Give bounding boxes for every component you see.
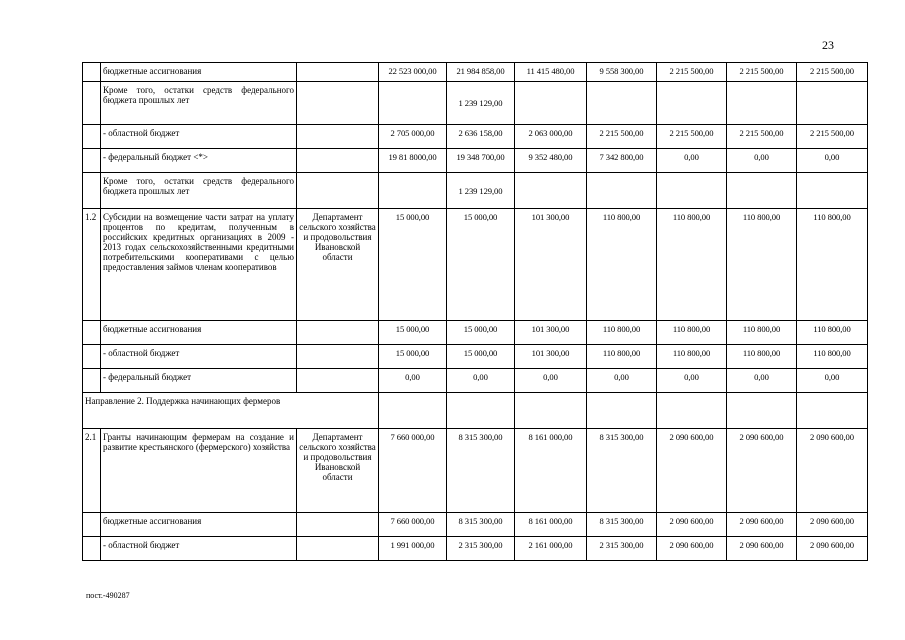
value-cell: 0,00 [727,149,797,173]
value-cell: 8 315 300,00 [447,429,515,513]
value-cell: 1 991 000,00 [379,537,447,561]
section-heading: Направление 2. Поддержка начинающих фермеров [83,393,379,429]
row-name-cell: - областной бюджет [101,345,297,369]
row-executor-cell [297,537,379,561]
value-cell: 110 800,00 [657,321,727,345]
value-cell: 110 800,00 [727,321,797,345]
row-number-cell [83,513,101,537]
value-cell: 0,00 [727,369,797,393]
value-cell: 2 090 600,00 [727,513,797,537]
value-cell [515,82,587,125]
table-row [83,429,868,513]
value-cell: 15 000,00 [447,321,515,345]
value-cell: 110 800,00 [587,209,657,321]
value-cell: 2 161 000,00 [515,537,587,561]
value-cell [657,393,727,429]
value-cell: 2 215 500,00 [657,125,727,149]
value-cell: 110 800,00 [657,209,727,321]
value-cell [447,393,515,429]
value-cell [797,173,868,209]
value-cell: 110 800,00 [797,209,868,321]
row-number-cell [83,125,101,149]
document-footer: пост.-490287 [86,591,130,600]
value-cell [797,393,868,429]
row-executor-cell [297,173,379,209]
table-row [83,173,868,209]
value-cell: 0,00 [657,369,727,393]
value-cell: 110 800,00 [727,345,797,369]
row-executor-cell: Департамент сельского хозяйства и продовольствия Ивановской области [297,429,379,513]
row-number-cell [83,82,101,125]
value-cell: 7 660 000,00 [379,513,447,537]
value-cell: 22 523 000,00 [379,63,447,82]
value-cell [515,173,587,209]
value-cell: 2 215 500,00 [797,63,868,82]
table-row [83,209,868,321]
value-cell: 0,00 [515,369,587,393]
row-name-cell: бюджетные ассигнования [101,63,297,82]
value-cell [379,393,447,429]
value-cell: 2 315 300,00 [447,537,515,561]
table-row [83,63,868,82]
value-cell: 0,00 [587,369,657,393]
row-executor-cell [297,321,379,345]
value-cell: 101 300,00 [515,321,587,345]
value-cell: 11 415 480,00 [515,63,587,82]
value-cell: 101 300,00 [515,209,587,321]
value-cell [587,173,657,209]
row-number-cell [83,173,101,209]
page-number: 23 [822,38,834,52]
value-cell: 110 800,00 [657,345,727,369]
value-cell: 2 090 600,00 [657,429,727,513]
value-cell: 110 800,00 [587,321,657,345]
table-row [83,345,868,369]
value-cell: 8 315 300,00 [587,429,657,513]
value-cell: 7 660 000,00 [379,429,447,513]
row-executor-cell [297,149,379,173]
value-cell: 0,00 [797,369,868,393]
value-cell: 15 000,00 [447,209,515,321]
value-cell [657,173,727,209]
row-executor-cell [297,125,379,149]
table-row [83,537,868,561]
value-cell: 2 090 600,00 [797,429,868,513]
budget-table [82,62,868,561]
row-number-cell [83,369,101,393]
value-cell: 9 352 480,00 [515,149,587,173]
value-cell: 7 342 800,00 [587,149,657,173]
value-cell: 15 000,00 [379,209,447,321]
value-cell [515,393,587,429]
value-cell: 15 000,00 [379,345,447,369]
row-executor-cell [297,513,379,537]
value-cell: 2 090 600,00 [797,513,868,537]
value-cell [587,393,657,429]
value-cell: 0,00 [447,369,515,393]
value-cell: 110 800,00 [587,345,657,369]
value-cell: 110 800,00 [797,321,868,345]
value-cell [379,82,447,125]
row-executor-cell [297,63,379,82]
value-cell: 101 300,00 [515,345,587,369]
row-name-cell: - федеральный бюджет <*> [101,149,297,173]
row-number-cell [83,537,101,561]
row-name-cell: - областной бюджет [101,125,297,149]
row-number-cell [83,345,101,369]
table-row [83,149,868,173]
value-cell: 0,00 [379,369,447,393]
value-cell: 15 000,00 [379,321,447,345]
table-row [83,125,868,149]
value-cell: 1 239 129,00 [447,173,515,209]
row-number-cell: 1.2 [83,209,101,321]
table-row [83,82,868,125]
row-name-cell: - федеральный бюджет [101,369,297,393]
value-cell: 2 215 500,00 [797,125,868,149]
value-cell: 110 800,00 [797,345,868,369]
value-cell: 2 636 158,00 [447,125,515,149]
value-cell: 2 215 500,00 [727,63,797,82]
table-row [83,369,868,393]
value-cell: 2 090 600,00 [657,513,727,537]
value-cell: 8 161 000,00 [515,429,587,513]
value-cell: 15 000,00 [447,345,515,369]
value-cell: 21 984 858,00 [447,63,515,82]
row-number-cell [83,149,101,173]
row-name-cell: Гранты начинающим фермерам на создание и развитие крестьянского (фермерского) хозяйства [101,429,297,513]
value-cell: 2 090 600,00 [657,537,727,561]
value-cell: 19 81 8000,00 [379,149,447,173]
value-cell [379,173,447,209]
value-cell: 2 215 500,00 [657,63,727,82]
value-cell: 2 090 600,00 [797,537,868,561]
row-number-cell [83,321,101,345]
row-name-cell: бюджетные ассигнования [101,513,297,537]
value-cell: 19 348 700,00 [447,149,515,173]
value-cell: 8 315 300,00 [447,513,515,537]
row-name-cell: бюджетные ассигнования [101,321,297,345]
row-executor-cell [297,345,379,369]
value-cell: 2 705 000,00 [379,125,447,149]
value-cell [727,82,797,125]
table-row [83,513,868,537]
value-cell: 0,00 [797,149,868,173]
value-cell: 0,00 [657,149,727,173]
row-executor-cell [297,369,379,393]
row-name-cell: - областной бюджет [101,537,297,561]
row-number-cell: 2.1 [83,429,101,513]
value-cell: 9 558 300,00 [587,63,657,82]
value-cell [797,82,868,125]
value-cell: 8 161 000,00 [515,513,587,537]
row-name-cell: Субсидии на возмещение части затрат на уплату процентов по кредитам, полученным в российских кредитных организациях в 2009 - 2013 годах сельскохозяйственными кредитными потребительскими кооперативами с целью предоставления займов членам кооперативов [101,209,297,321]
value-cell: 2 063 000,00 [515,125,587,149]
value-cell: 2 215 500,00 [727,125,797,149]
value-cell [657,82,727,125]
value-cell: 2 090 600,00 [727,429,797,513]
section-heading-row [83,393,868,429]
value-cell: 110 800,00 [727,209,797,321]
row-name-cell: Кроме того, остатки средств федерального бюджета прошлых лет [101,82,297,125]
row-executor-cell [297,82,379,125]
row-number-cell [83,63,101,82]
value-cell [727,393,797,429]
value-cell [587,82,657,125]
value-cell [727,173,797,209]
value-cell: 2 215 500,00 [587,125,657,149]
value-cell: 2 315 300,00 [587,537,657,561]
value-cell: 8 315 300,00 [587,513,657,537]
value-cell: 1 239 129,00 [447,82,515,125]
row-executor-cell: Департамент сельского хозяйства и продовольствия Ивановской области [297,209,379,321]
row-name-cell: Кроме того, остатки средств федерального бюджета прошлых лет [101,173,297,209]
table-row [83,321,868,345]
value-cell: 2 090 600,00 [727,537,797,561]
